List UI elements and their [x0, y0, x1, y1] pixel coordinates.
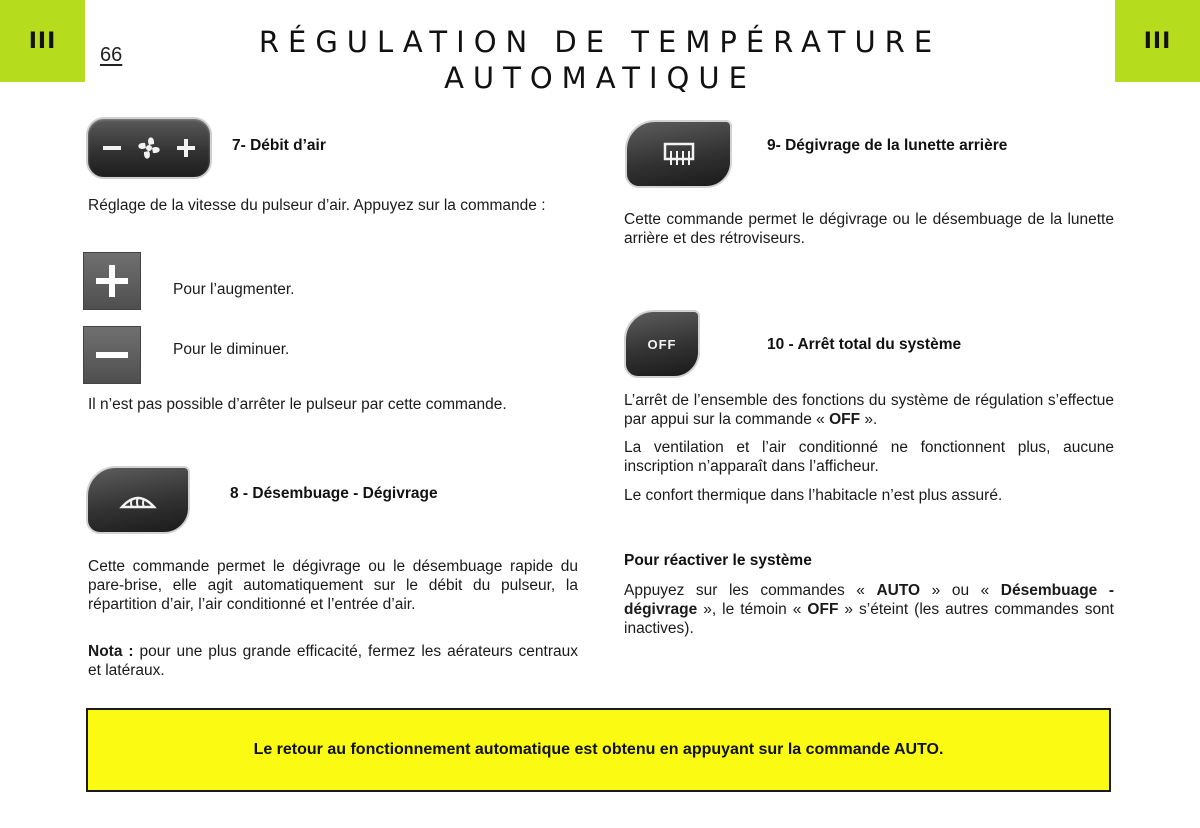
section10-p1	[624, 391, 1114, 429]
fan-speed-button-icon	[86, 117, 212, 179]
windshield-defrost-icon	[86, 466, 190, 534]
off-button-icon	[624, 310, 700, 378]
page-title-line1: RÉGULATION DE TEMPÉRATURE	[258, 25, 942, 59]
increase-text: Pour l’augmenter.	[173, 281, 295, 298]
notice-text: Le retour au fonctionnement automatique est obtenu en appuyant sur la commande AUTO.	[253, 741, 944, 758]
section9-body: Cette commande permet le dégivrage ou le désembuage de la lunette arrière et des rétroviseurs.	[624, 211, 1114, 247]
reactivate-t2: » ou «	[920, 582, 1001, 599]
decrease-text: Pour le diminuer.	[173, 341, 290, 358]
page-title-line2: AUTOMATIQUE	[444, 61, 756, 95]
notice-box	[86, 708, 1111, 792]
rear-window-defrost-icon	[625, 120, 732, 188]
chapter-tab-right	[1115, 0, 1200, 82]
section7-intro: Réglage de la vitesse du pulseur d’air. Appuyez sur la commande :	[88, 197, 546, 214]
section10-p1-text: L’arrêt de l’ensemble des fonctions du système de régulation s’effectue par appui sur la commande «	[624, 392, 1114, 428]
reactivate-heading: Pour réactiver le système	[624, 552, 812, 569]
nota-label: Nota :	[88, 643, 134, 660]
section8-nota	[88, 642, 578, 680]
section10-p1-off: OFF	[829, 411, 861, 428]
section7-note: Il n’est pas possible d’arrêter le pulseur par cette commande.	[88, 396, 507, 413]
section8-body: Cette commande permet le dégivrage ou le désembuage rapide du pare-brise, elle agit automatiquement sur le débit du pulseur, la répartition d’air, l’air conditionné et l’entrée d’air.	[88, 558, 578, 613]
reactivate-t4: » s’éteint (les autres commandes sont inactives).	[624, 601, 1114, 637]
section7-heading: 7- Débit d’air	[232, 137, 326, 154]
plus-icon	[83, 252, 141, 310]
minus-icon	[83, 326, 141, 384]
section10-p3: Le confort thermique dans l’habitacle n’est plus assuré.	[624, 487, 1003, 504]
reactivate-body	[624, 581, 1114, 638]
section10-p1-end: ».	[860, 411, 878, 428]
nota-text: pour une plus grande efficacité, fermez les aérateurs centraux et latéraux.	[88, 643, 578, 679]
off-button-label: OFF	[647, 336, 677, 352]
reactivate-off: OFF	[807, 601, 839, 618]
reactivate-t1: Appuyez sur les commandes «	[624, 582, 877, 599]
section9-heading: 9- Dégivrage de la lunette arrière	[767, 137, 1008, 154]
reactivate-auto: AUTO	[876, 582, 921, 599]
chapter-tab-left	[0, 0, 85, 82]
chapter-label-right: III	[1143, 28, 1172, 54]
page-number: 66	[100, 44, 123, 66]
reactivate-t3: », le témoin «	[697, 601, 808, 618]
section10-heading: 10 - Arrêt total du système	[767, 336, 962, 353]
chapter-label-left: III	[28, 28, 57, 54]
section8-heading: 8 - Désembuage - Dégivrage	[230, 485, 438, 502]
page-title	[150, 24, 1050, 96]
reactivate-desembuage: Désembuage - dégivrage	[624, 582, 1114, 618]
section10-p2: La ventilation et l’air conditionné ne fonctionnent plus, aucune inscription n’apparaît dans l’afficheur.	[624, 439, 1114, 475]
